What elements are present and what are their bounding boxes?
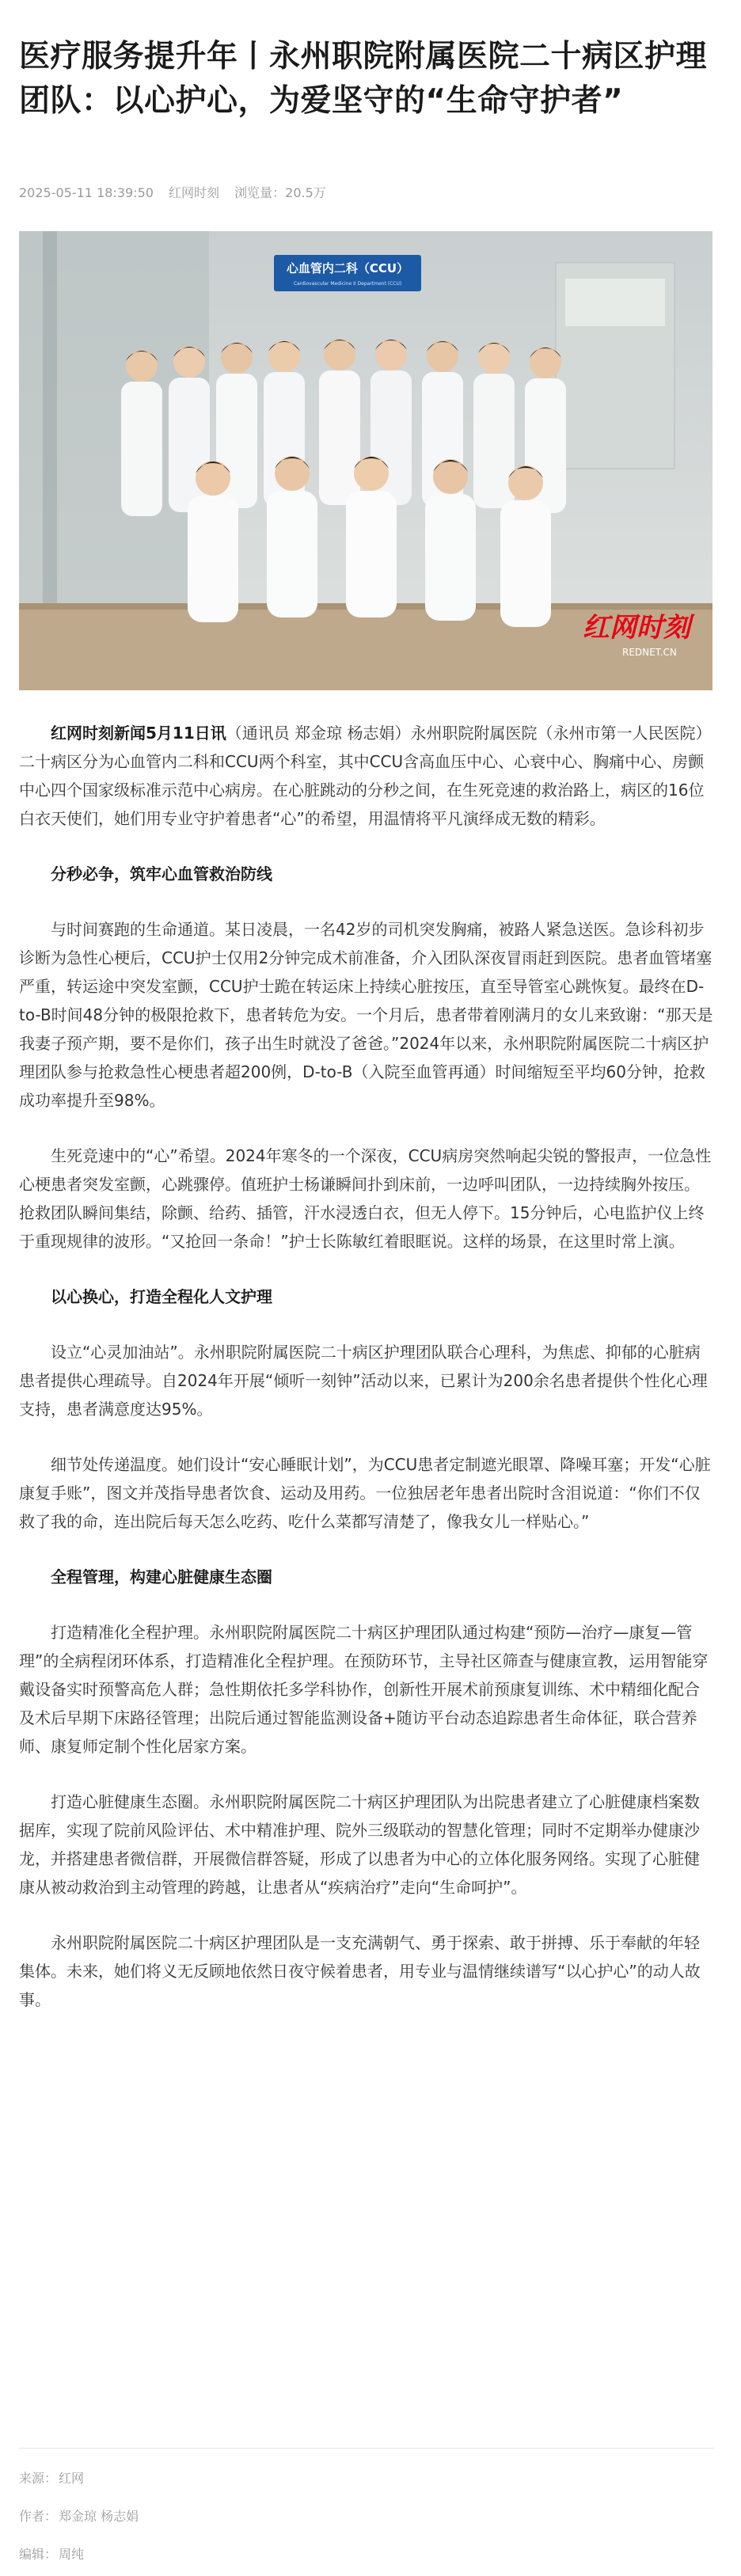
publish-date: 2025-05-11 18:39:50 — [19, 185, 154, 200]
footer-source — [19, 2468, 84, 2487]
intro-paragraph — [19, 719, 714, 833]
footer-editor — [19, 2544, 84, 2563]
section-heading-3: 全程管理，构建心脏健康生态圈 — [51, 1567, 272, 1586]
watermark-text: 红网时刻 — [583, 612, 690, 644]
team-photo-illustration — [19, 231, 712, 690]
article-body — [19, 719, 714, 2041]
department-sign-subtext: Cardiovascular Medicine II Department (CCU) — [293, 281, 402, 287]
section-heading-1: 分秒必争，筑牢心血管救治防线 — [51, 864, 272, 883]
source-label: 来源： — [19, 2471, 58, 2486]
closing-paragraph: 永州职院附属医院二十病区护理团队是一支充满朝气、勇于探索、敢于拼搏、乐于奉献的年轻集体。未来，她们将义无反顾地依然日夜守候着患者，用专业与温情继续谱写“以心护心”的动人故事。 — [19, 1933, 701, 2009]
paragraph: 设立“心灵加油站”。永州职院附属医院二十病区护理团队联合心理科，为焦虑、抑郁的心脏病患者提供心理疏导。自2024年开展“倾听一刻钟”活动以来，已累计为200余名患者提供个性化心理支持，患者满意度达95%。 — [19, 1343, 708, 1419]
paragraph: 打造心脏健康生态圈。永州职院附属医院二十病区护理团队为出院患者建立了心脏健康档案数据库，实现了院前风险评估、术中精准护理、院外三级联动的智慧化管理；同时不定期举办健康沙龙，并搭建患者微信群，开展微信群答疑，形成了以患者为中心的立体化服务网络。实现了心脏健康从被动救治到主动管理的跨越，让患者从“疾病治疗”走向“生命呵护”。 — [19, 1792, 700, 1897]
article-title: 医疗服务提升年丨永州职院附属医院二十病区护理团队：以心护心，为爱坚守的“生命守护者” — [19, 39, 708, 119]
paragraph: 打造精准化全程护理。永州职院附属医院二十病区护理团队通过构建“预防—治疗—康复—管理”的全病程闭环体系，打造精准化全程护理。在预防环节，主导社区筛查与健康宣教，运用智能穿戴设备实时预警高危人群；急性期依托多学科协作，创新性开展术前预康复训练、术中精细化配合及术后早期下床路径管理；出院后通过智能监测设备+随访平台动态追踪患者生命体征，联合营养师、康复师定制个性化居家方案。 — [19, 1623, 709, 1756]
source-value: 红网 — [59, 2471, 85, 2486]
paragraph: 细节处传递温度。她们设计“安心睡眠计划”，为CCU患者定制遮光眼罩、降噪耳塞；开发“心脏康复手账”，图文并茂指导患者饮食、运动及用药。一位独居老年患者出院时含泪说道：“你们不仅救了我的命，连出院后每天怎么吃药、吃什么菜都写清楚了，像我女儿一样贴心。” — [19, 1455, 711, 1531]
article-meta — [19, 183, 337, 201]
paragraph: 与时间赛跑的生命通道。某日凌晨，一名42岁的司机突发胸痛，被路人紧急送医。急诊科初步诊断为急性心梗后，CCU护士仅用2分钟完成术前准备，介入团队深夜冒雨赶到医院。患者血管堵塞严重，转运途中突发室颤，CCU护士跪在转运床上持续心脏按压，直至导管室心跳恢复。最终在D-to-B时间48分钟的极限抢救下，患者转危为安。一个月后，患者带着刚满月的女儿来致谢：“那天是我妻子预产期，要不是你们，孩子出生时就没了爸爸。”2024年以来，永州职院附属医院二十病区护理团队参与抢救急性心梗患者超200例，D-to-B（入院至血管再通）时间缩短至平均60分钟，抢救成功率提升至98%。 — [19, 920, 713, 1110]
author-label: 作者： — [19, 2509, 58, 2524]
department-sign-text: 心血管内二科（CCU） — [286, 261, 409, 275]
paragraph: 生死竞速中的“心”希望。2024年寒冬的一个深夜，CCU病房突然响起尖锐的警报声，一位急性心梗患者突发室颤，心跳骤停。值班护士杨谦瞬间扑到床前，一边呼叫团队，一边持续胸外按压。抢救团队瞬间集结，除颤、给药、插管，汗水浸透白衣，但无人停下。15分钟后，心电监护仪上终于重现规律的波形。“又抢回一条命！”护士长陈敏红着眼眶说。这样的场景，在这里时常上演。 — [19, 1146, 712, 1251]
author-value: 郑金琼 杨志娟 — [59, 2509, 139, 2524]
intro-text: （通讯员 郑金琼 杨志娟）永州职院附属医院（永州市第一人民医院）二十病区分为心血管内二科和CCU两个科室，其中CCU含高血压中心、心衰中心、胸痛中心、房颤中心四个国家级标准示范中心病房。在心脏跳动的分秒之间，在生死竞速的救治路上，病区的16位白衣天使们，她们用专业守护着患者“心”的希望，用温情将平凡演绎成无数的精彩。 — [19, 724, 712, 828]
editor-value: 周纯 — [59, 2547, 85, 2562]
nurses-back-row — [121, 339, 566, 516]
article-source[interactable]: 红网时刻 — [169, 185, 220, 200]
article-photo — [19, 231, 712, 690]
view-count: 浏览量：20.5万 — [234, 185, 326, 200]
watermark-url: REDNET.CN — [622, 647, 677, 658]
intro-lead: 红网时刻新闻5月11日讯 — [51, 724, 226, 743]
section-heading-2: 以心换心，打造全程化人文护理 — [51, 1287, 272, 1306]
footer-divider — [19, 2448, 714, 2449]
footer-author — [19, 2506, 139, 2525]
editor-label: 编辑： — [19, 2547, 58, 2562]
